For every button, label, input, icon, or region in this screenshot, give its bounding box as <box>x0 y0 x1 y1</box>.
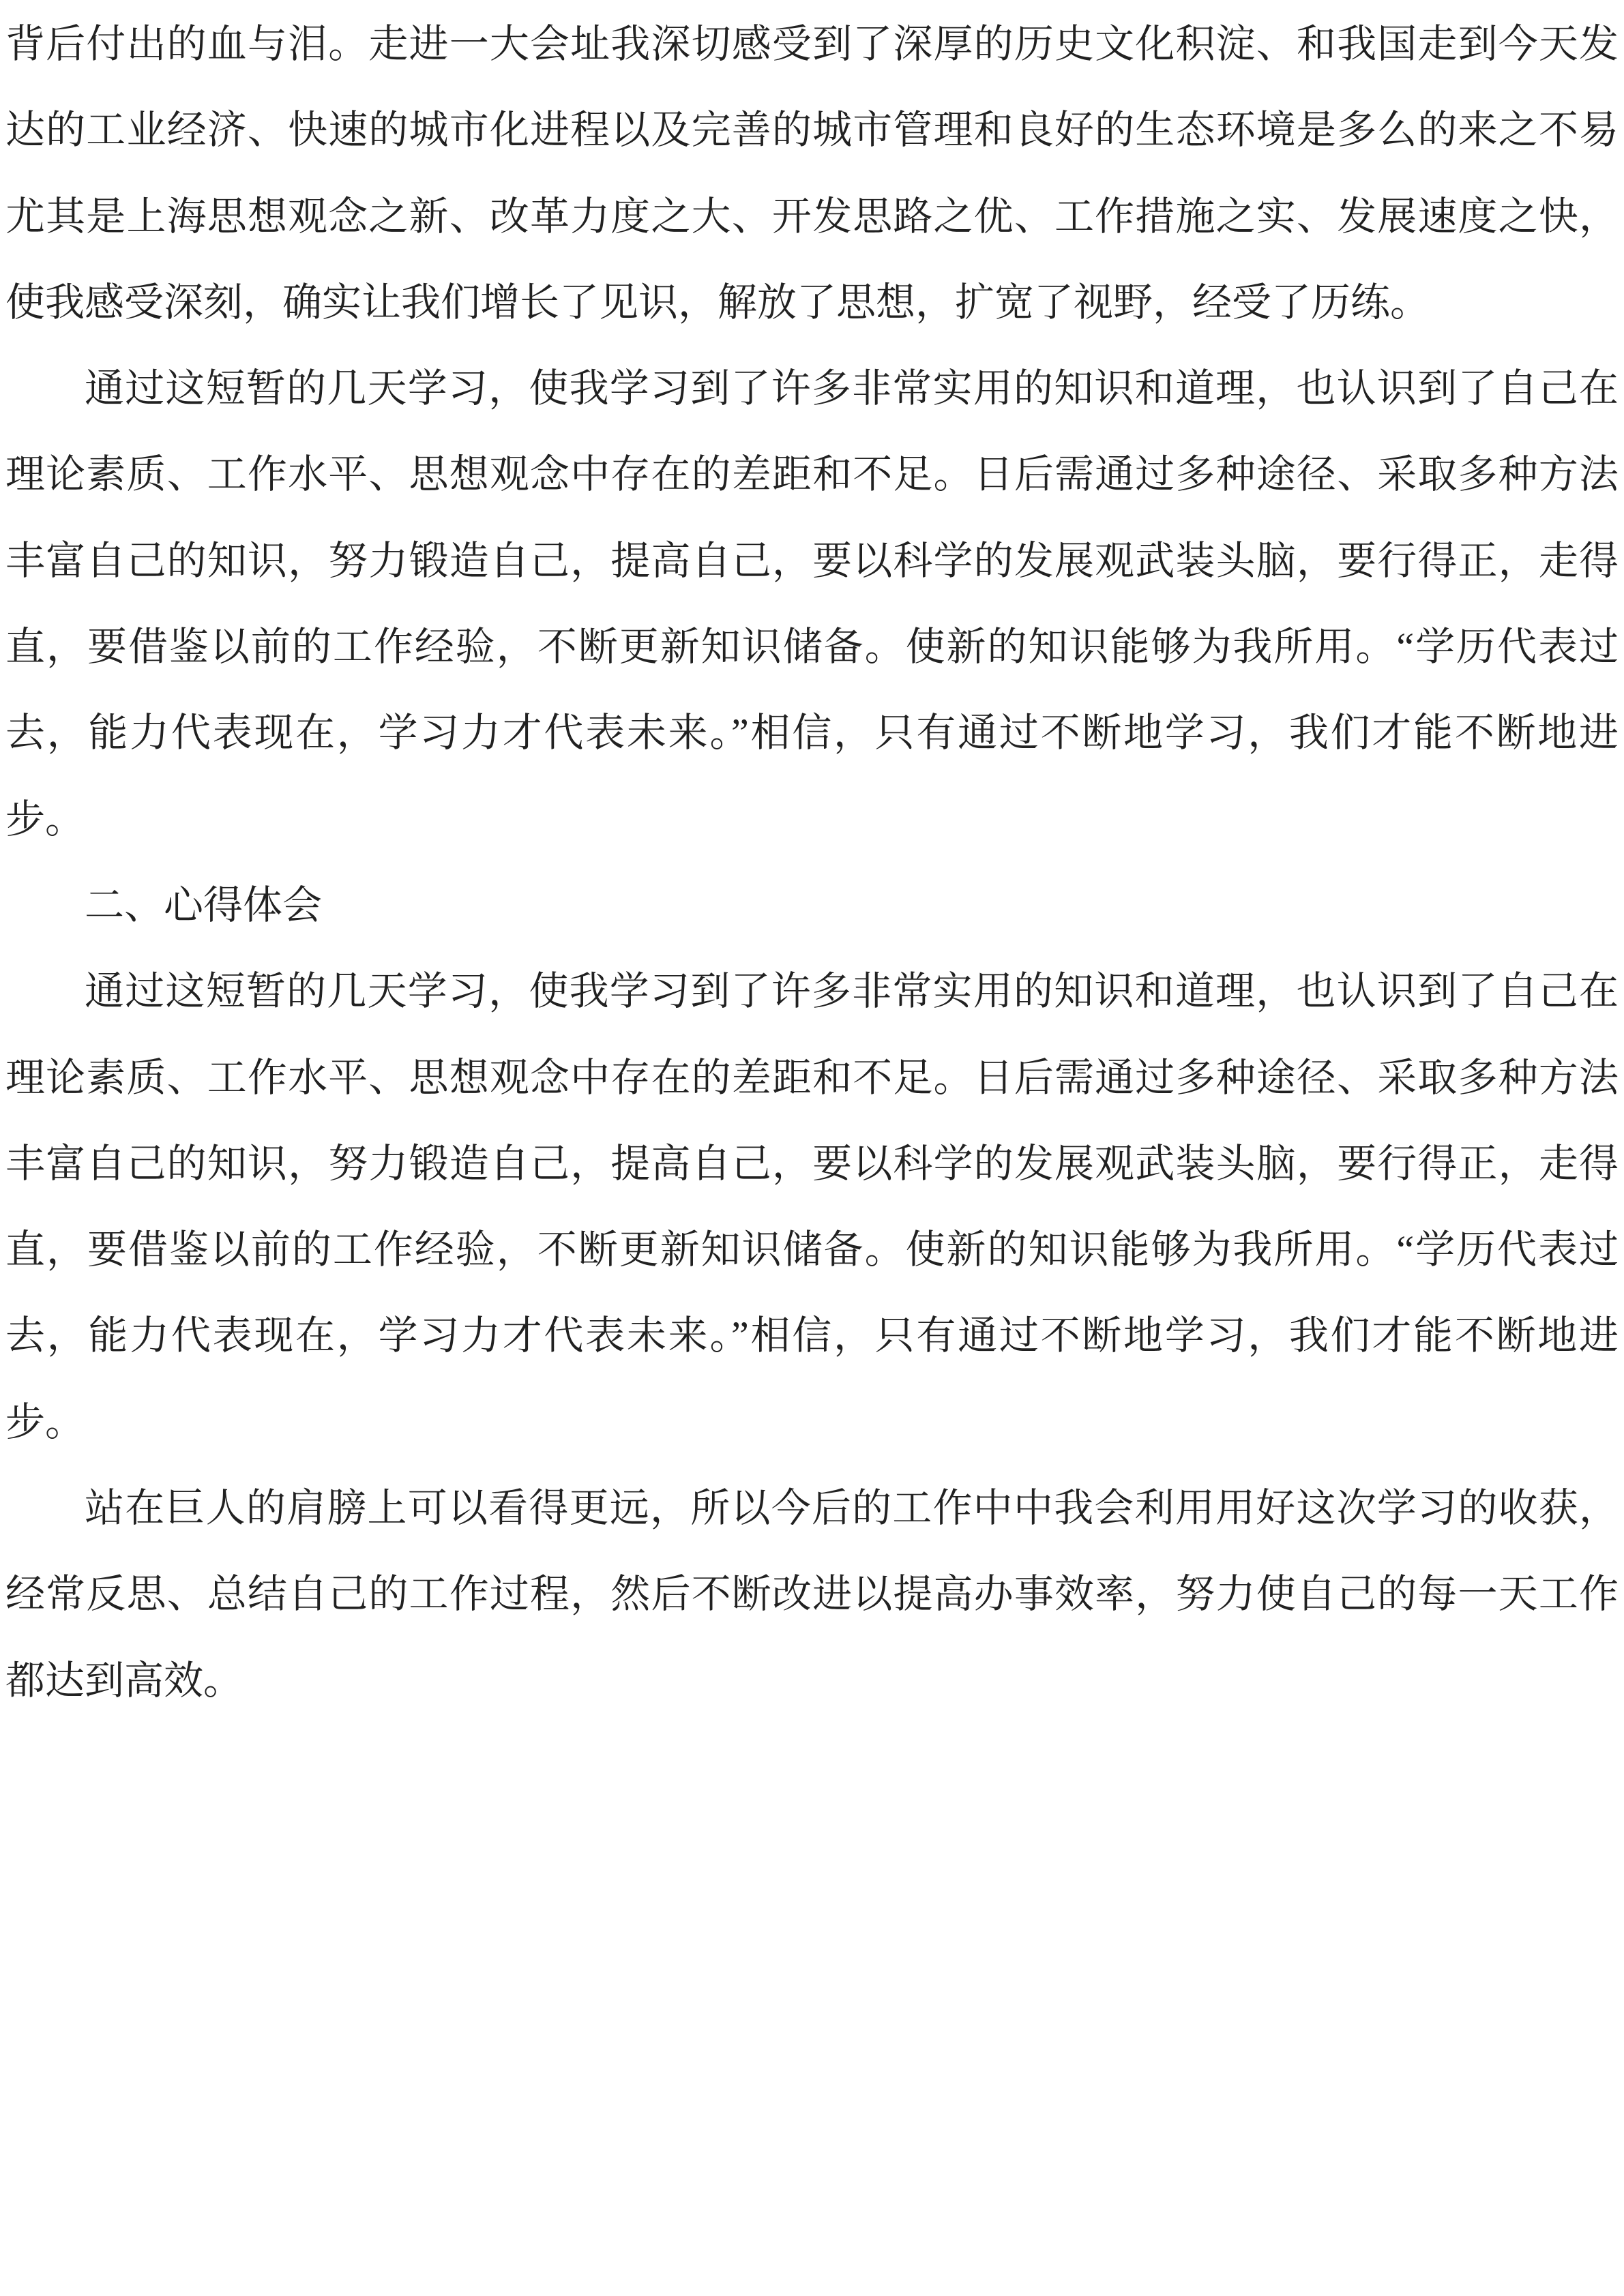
section-heading: 二、心得体会 <box>85 882 323 927</box>
paragraph-learning-summary: 通过这短暂的几天学习，使我学习到了许多非常实用的知识和道理，也认识到了自己在理论素质、工作水平、思想观念中存在的差距和不足。日后需通过多种途径、采取多种方法丰富自己的知识，努力锻造自己，提高自己，要以科学的发展观武装头脑，要行得正，走得直，要借鉴以前的工作经验，不断更新知识储备。使新的知识能够为我所用。“学历代表过去，能力代表现在，学习力才代表未来。”相信，只有通过不断地学习，我们才能不断地进步。 <box>5 366 1619 841</box>
paragraph-continuation: 背后付出的血与泪。走进一大会址我深切感受到了深厚的历史文化积淀、和我国走到今天发达的工业经济、快速的城市化进程以及完善的城市管理和良好的生态环境是多么的来之不易尤其是上海思想观念之新、改革力度之大、开发思路之优、工作措施之实、发展速度之快，使我感受深刻，确实让我们增长了见识，解放了思想，扩宽了视野，经受了历练。 <box>5 22 1619 325</box>
paragraph-learning-summary-repeat: 通过这短暂的几天学习，使我学习到了许多非常实用的知识和道理，也认识到了自己在理论素质、工作水平、思想观念中存在的差距和不足。日后需通过多种途径、采取多种方法丰富自己的知识，努力锻造自己，提高自己，要以科学的发展观武装头脑，要行得正，走得直，要借鉴以前的工作经验，不断更新知识储备。使新的知识能够为我所用。“学历代表过去，能力代表现在，学习力才代表未来。”相信，只有通过不断地学习，我们才能不断地进步。 <box>5 969 1619 1444</box>
paragraph-closing: 站在巨人的肩膀上可以看得更远，所以今后的工作中中我会利用用好这次学习的收获，经常反思、总结自己的工作过程，然后不断改进以提高办事效率，努力使自己的每一天工作都达到高效。 <box>5 1486 1619 1703</box>
